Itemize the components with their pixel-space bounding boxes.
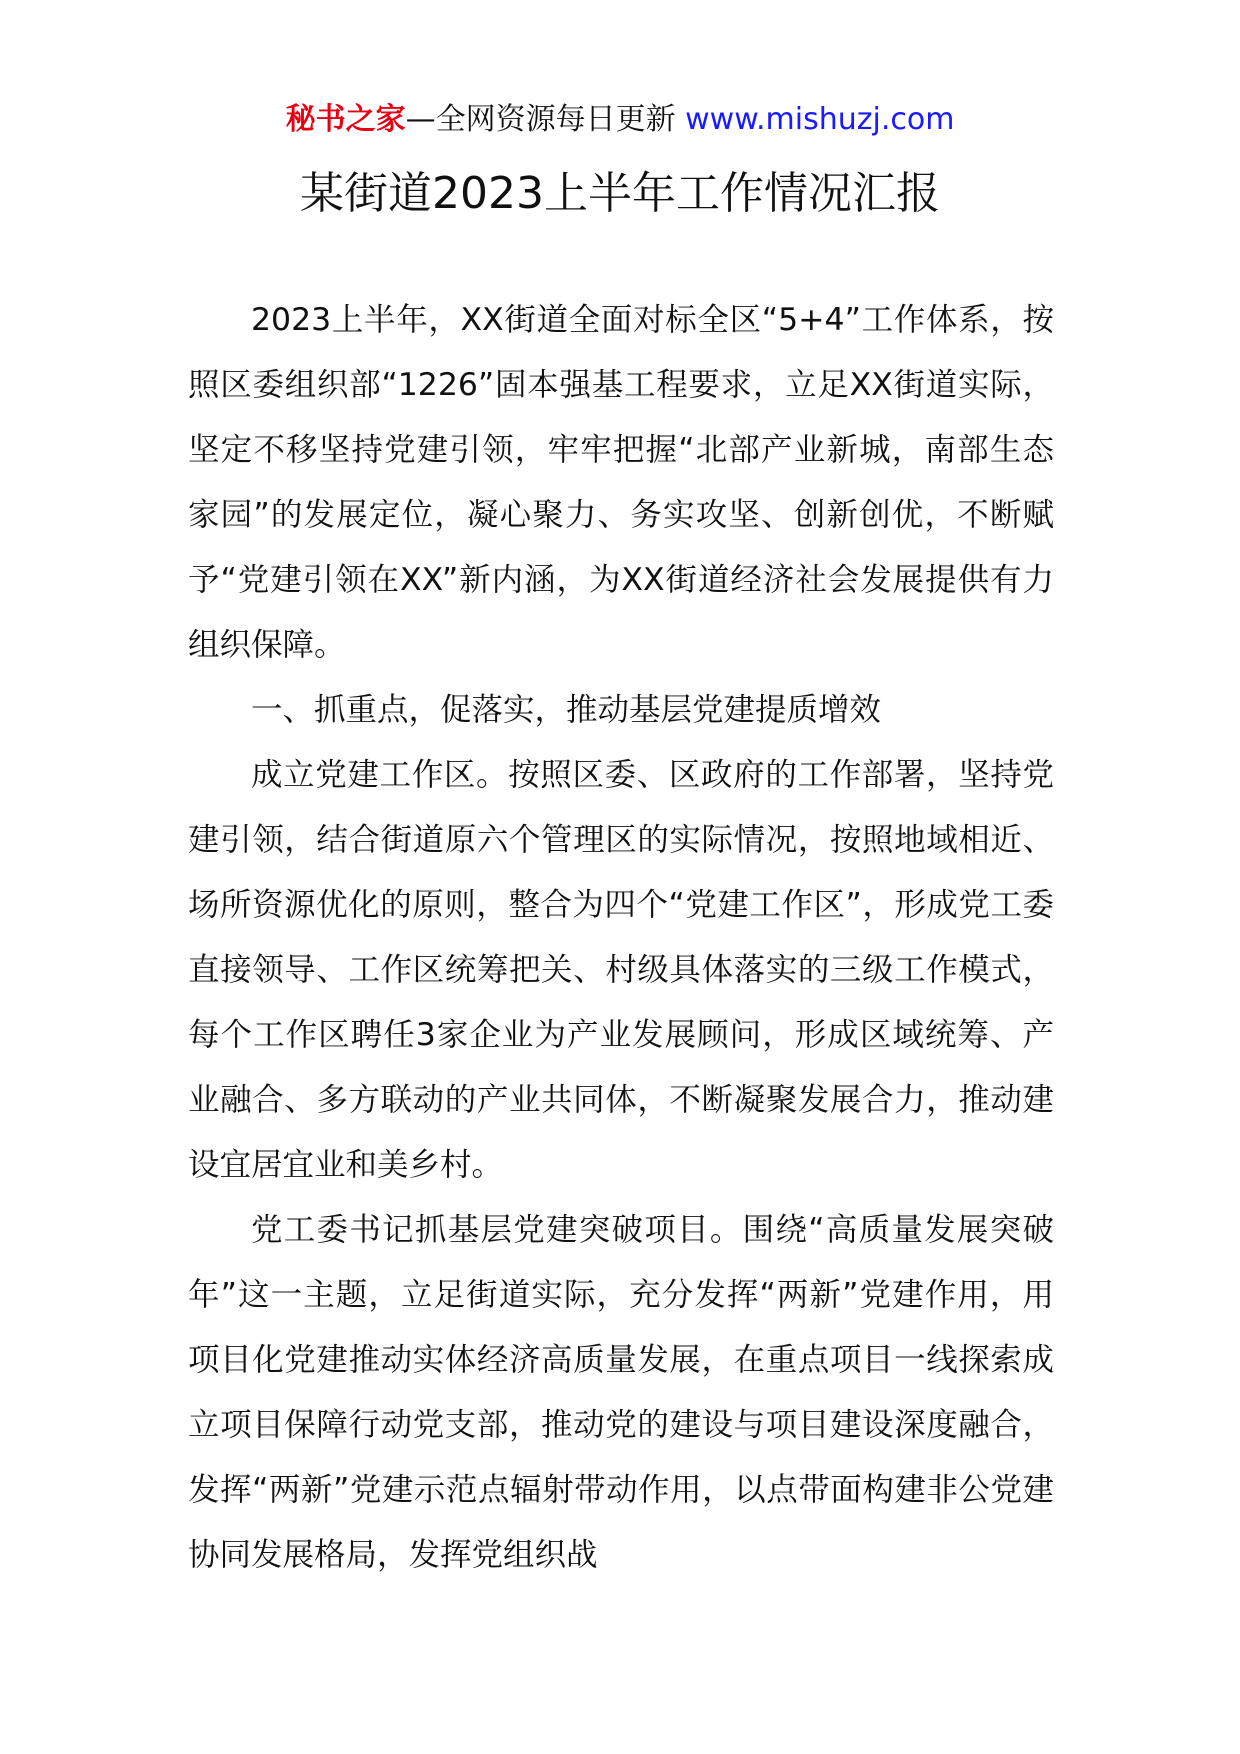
site-header-banner: [0, 100, 1240, 140]
brand-name: 秘书之家: [285, 102, 406, 137]
website-link[interactable]: www.mishuzj.com: [685, 102, 955, 137]
document-title: 某街道2023上半年工作情况汇报: [300, 168, 940, 219]
body-paragraph: 成立党建工作区。按照区委、区政府的工作部署，坚持党建引领，结合街道原六个管理区的实际情况，按照地域相近、场所资源优化的原则，整合为四个“党建工作区”，形成党工委直接领导、工作区统筹把关、村级具体落实的三级工作模式，每个工作区聘任3家企业为产业发展顾问，形成区域统筹、产业融合、多方联动的产业共同体，不断凝聚发展合力，推动建设宜居宜业和美乡村。: [188, 757, 1054, 1183]
section-heading: 一、抓重点，促落实，推动基层党建提质增效: [251, 692, 882, 728]
header-slogan: —全网资源每日更新: [405, 102, 676, 137]
document-body: [188, 288, 1054, 1588]
intro-paragraph: 2023上半年，XX街道全面对标全区“5+4”工作体系，按照区委组织部“1226”固本强基工程要求，立足XX街道实际，坚定不移坚持党建引领，牢牢把握“北部产业新城，南部生态家园”的发展定位，凝心聚力、务实攻坚、创新创优，不断赋予“党建引领在XX”新内涵，为XX街道经济社会发展提供有力组织保障。: [188, 302, 1054, 663]
body-paragraph: 党工委书记抓基层党建突破项目。围绕“高质量发展突破年”这一主题，立足街道实际，充分发挥“两新”党建作用，用项目化党建推动实体经济高质量发展，在重点项目一线探索成立项目保障行动党支部，推动党的建设与项目建设深度融合，发挥“两新”党建示范点辐射带动作用，以点带面构建非公党建协同发展格局，发挥党组织战: [188, 1212, 1054, 1573]
